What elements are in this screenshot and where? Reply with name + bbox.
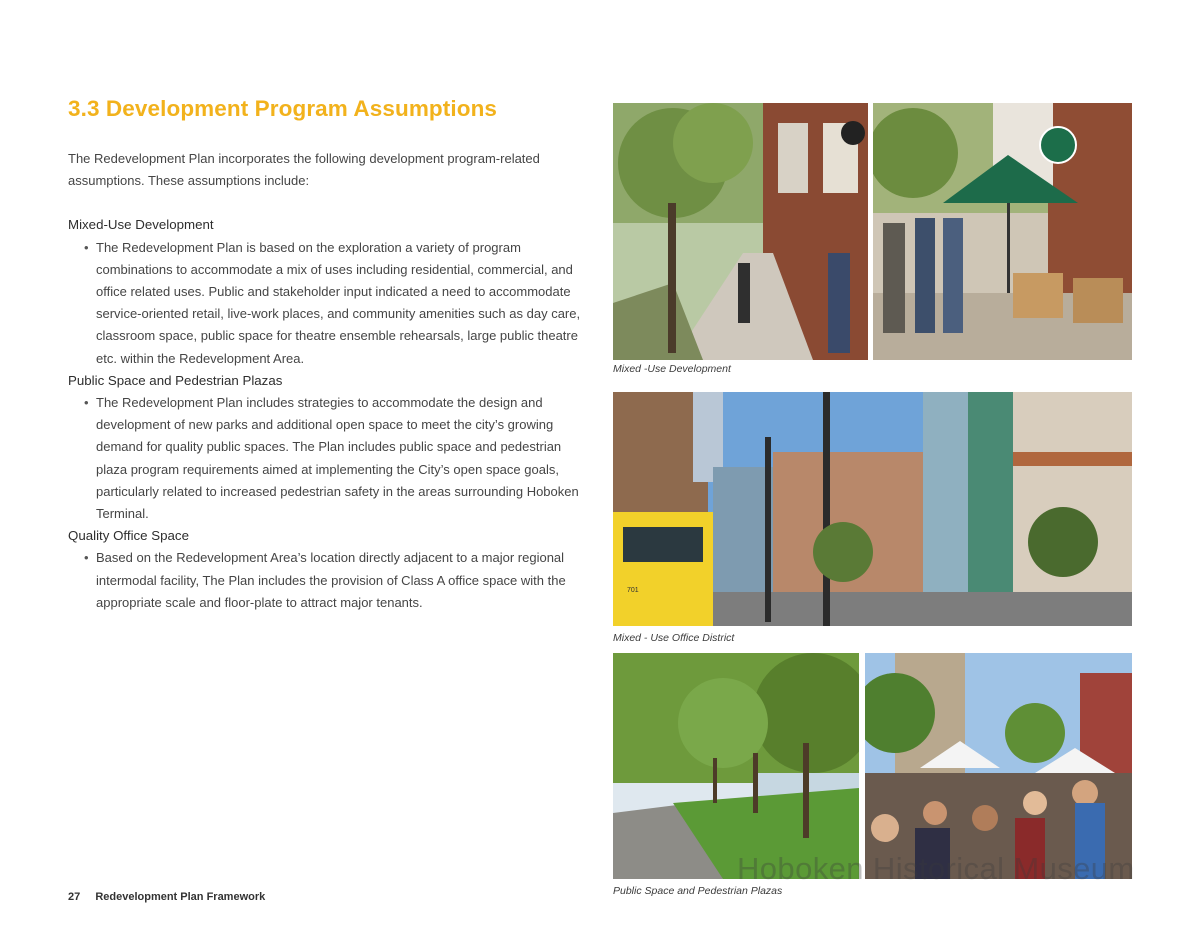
photo-office-district [613, 392, 1132, 626]
photo-shopping-street [613, 103, 868, 360]
bullet-list [68, 237, 590, 370]
section-heading-mixed-use: Mixed-Use Development [68, 217, 214, 233]
bullet-list [68, 547, 590, 614]
photo-tree-lined-walkway [613, 653, 859, 879]
section-heading-public-space: Public Space and Pedestrian Plazas [68, 372, 283, 388]
document-name: Redevelopment Plan Framework [95, 891, 266, 903]
caption-office-district: Mixed - Use Office District [613, 632, 735, 644]
bullet-item: • Based on the Redevelopment Area’s location directly adjacent to a major regional intermodal facility, The Plan includes the provision of Class A office space with the appropriate scale and floor-plate to attract major tenants. [96, 547, 590, 614]
photo-sidewalk-cafe [873, 103, 1132, 360]
body-text [68, 148, 590, 614]
bullet-item: • The Redevelopment Plan includes strategies to accommodate the design and development of new parks and additional open space to meet the city’s growing demand for quality public spaces. The Plan includes public space and pedestrian plaza program requirements aimed at implementing the City’s open space goals, particularly related to increased pedestrian safety in the areas surrounding Hoboken Terminal. [96, 392, 590, 525]
bullet-item: • The Redevelopment Plan is based on the exploration a variety of program combinations to accommodate a mix of uses including residential, commercial, and office related uses. Public and stakeholder input indicated a need to accommodate service-oriented retail, live-work places, and community amenities such as day care, classroom space, public space for theatre ensemble rehearsals, large public theatre etc. within the Redevelopment Area. [96, 237, 590, 370]
intro-paragraph: The Redevelopment Plan incorporates the following development program-related assumptions. These assumptions include: [68, 151, 540, 189]
bus-route-number: 701 [627, 587, 639, 594]
page-title: 3.3 Development Program Assumptions [68, 96, 498, 121]
caption-plazas: Public Space and Pedestrian Plazas [613, 885, 783, 897]
section-heading-office: Quality Office Space [68, 528, 189, 544]
page-number: 27 [68, 891, 81, 903]
page-footer [68, 891, 265, 903]
bullet-list [68, 392, 590, 525]
caption-mixed-use: Mixed -Use Development [613, 363, 731, 375]
watermark: Hoboken Historical Museum [737, 851, 1135, 886]
photo-farmers-market [865, 653, 1132, 879]
